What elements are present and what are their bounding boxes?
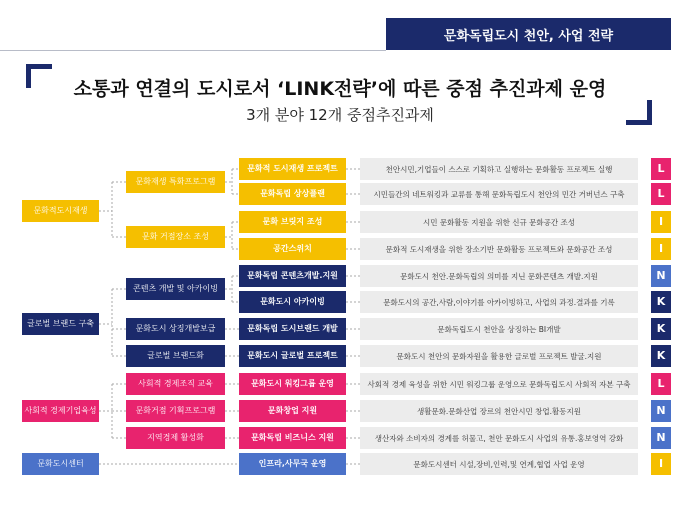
task-description: 문화도시센터 시설,장비,인력,및 연계,협업 사업 운영 (360, 453, 638, 475)
task-description: 문화도시의 공간,사람,이야기를 아카이빙하고, 사업의 과정.결과를 기록 (360, 291, 638, 313)
task-box: 문화도시 글로벌 프로젝트 (239, 345, 346, 367)
area-box: 사회적 경제기업육성 (22, 400, 99, 422)
link-badge: N (651, 427, 671, 449)
area-box: 문화적도시재생 (22, 200, 99, 222)
page-subtitle: 3개 분야 12개 중점추진과제 (246, 106, 434, 124)
program-box: 문화 거점장소 조성 (126, 226, 225, 248)
link-badge: I (651, 453, 671, 475)
task-description: 문화도시 천안의 문화자원을 활용한 글로벌 프로젝트 발굴.지원 (360, 345, 638, 367)
header-title: 문화독립도시 천안, 사업 전략 (386, 18, 671, 50)
link-badge: K (651, 345, 671, 367)
link-badge: L (651, 158, 671, 180)
program-box: 문화거점 기획프로그램 (126, 400, 225, 422)
task-description: 문화도시 천안.문화독립의 의미를 지닌 문화콘텐츠 개발.지원 (360, 265, 638, 287)
program-box: 사회적 경제조직 교육 (126, 373, 225, 395)
link-badge: K (651, 291, 671, 313)
task-box: 문화적 도시재생 프로젝트 (239, 158, 346, 180)
program-box: 문화재생 특화프로그램 (126, 171, 225, 193)
link-badge: L (651, 183, 671, 205)
link-badge: N (651, 265, 671, 287)
task-box: 공간스위치 (239, 238, 346, 260)
area-box: 글로벌 브랜드 구축 (22, 313, 99, 335)
task-description: 문화적 도시재생을 위한 장소기반 문화활동 프로젝트와 문화공간 조성 (360, 238, 638, 260)
task-box: 문화도시 아카이빙 (239, 291, 346, 313)
task-description: 시민들간의 네트워킹과 교류를 통해 문화독립도시 천안의 민간 거버넌스 구축 (360, 183, 638, 205)
task-box: 문화창업 지원 (239, 400, 346, 422)
program-box: 문화도시 상징개발보급 (126, 318, 225, 340)
task-description: 생산자와 소비자의 경계를 허물고, 천안 문화도시 사업의 유통.홍보영역 강화 (360, 427, 638, 449)
link-badge: I (651, 238, 671, 260)
task-box: 문화독립 비즈니스 지원 (239, 427, 346, 449)
task-box: 문화 브릿지 조성 (239, 211, 346, 233)
task-description: 생활문화.문화산업 장르의 천안시민 창업.활동지원 (360, 400, 638, 422)
task-description: 사회적 경제 육성을 위한 시민 워킹그룹 운영으로 문화독립도시 사회적 자본 구축 (360, 373, 638, 395)
link-badge: L (651, 373, 671, 395)
link-badge: K (651, 318, 671, 340)
task-box: 문화독립 콘텐츠개발.지원 (239, 265, 346, 287)
page-title: 소통과 연결의 도시로서 ‘LINK전략’에 따른 중점 추진과제 운영 (73, 78, 607, 100)
task-description: 문화독립도시 천안을 상징하는 BI개발 (360, 318, 638, 340)
link-badge: N (651, 400, 671, 422)
area-box: 문화도시센터 (22, 453, 99, 475)
program-box: 글로벌 브랜드화 (126, 345, 225, 367)
task-description: 시민 문화활동 지원을 위한 신규 문화공간 조성 (360, 211, 638, 233)
program-box: 지역경제 활성화 (126, 427, 225, 449)
task-box: 문화도시 워킹그룹 운영 (239, 373, 346, 395)
task-box: 인프라,사무국 운영 (239, 453, 346, 475)
task-description: 천안시민,기업들이 스스로 기획하고 실행하는 문화활동 프로젝트 실행 (360, 158, 638, 180)
link-badge: I (651, 211, 671, 233)
program-box: 콘텐츠 개발 및 아카이빙 (126, 278, 225, 300)
task-box: 문화독립 도시브랜드 개발 (239, 318, 346, 340)
task-box: 문화독립 상상플랜 (239, 183, 346, 205)
